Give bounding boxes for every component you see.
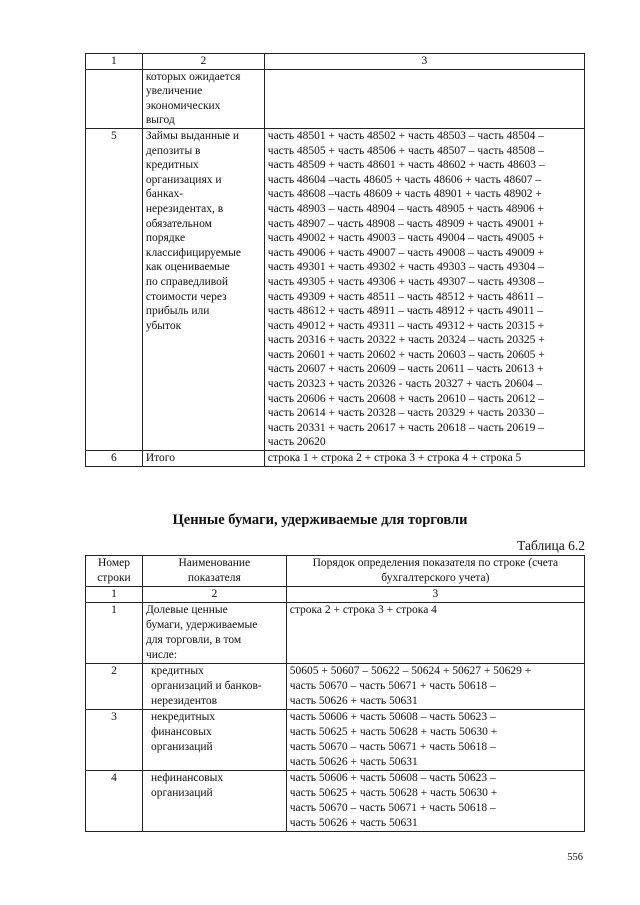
table-header-row <box>86 556 585 587</box>
formula: 50605 + 50607 – 50622 – 50624 + 50627 + 50629 + часть 50670 – часть 50671 + часть 50618 – часть 50626 + часть 50631 <box>286 663 584 709</box>
indicator-name: которых ожидается увеличение экономических выгод <box>142 69 264 128</box>
indicator-name: некредитных финансовых организаций <box>142 709 286 770</box>
indicator-name: кредитных организаций и банков- нерезидентов <box>142 663 286 709</box>
header-cell: 3 <box>264 54 584 70</box>
header-cell: 2 <box>142 54 264 70</box>
row-number: 6 <box>86 451 143 467</box>
formula <box>264 69 584 128</box>
table-row <box>86 69 585 128</box>
table-row <box>86 770 585 831</box>
securities-table <box>85 555 585 832</box>
table-subheader-row <box>86 587 585 603</box>
table-header-row <box>86 54 585 70</box>
header-cell: 1 <box>86 54 143 70</box>
row-number: 5 <box>86 128 143 450</box>
header-cell: 2 <box>142 587 286 603</box>
formula: строка 2 + строка 3 + строка 4 <box>286 602 584 663</box>
page-number: 556 <box>567 852 583 863</box>
row-number: 4 <box>86 770 143 831</box>
indicator-name: нефинансовых организаций <box>142 770 286 831</box>
row-number: 3 <box>86 709 143 770</box>
table-label: Таблица 6.2 <box>517 538 585 553</box>
table-row <box>86 663 585 709</box>
header-cell: Порядок определения показателя по строке (счета бухгалтерского учета) <box>286 556 584 587</box>
row-number <box>86 69 143 128</box>
header-cell: Номер строки <box>86 556 143 587</box>
table-row <box>86 709 585 770</box>
formula: часть 50606 + часть 50608 – часть 50623 – часть 50625 + часть 50628 + часть 50630 + часть 50670 – часть 50671 + часть 50618 – часть 50626 + часть 50631 <box>286 709 584 770</box>
indicator-name: Итого <box>142 451 264 467</box>
formula: часть 50606 + часть 50608 – часть 50623 – часть 50625 + часть 50628 + часть 50630 + часть 50670 – часть 50671 + часть 50618 – часть 50626 + часть 50631 <box>286 770 584 831</box>
table-row <box>86 128 585 450</box>
header-cell: 1 <box>86 587 143 603</box>
formula: часть 48501 + часть 48502 + часть 48503 – часть 48504 – часть 48505 + часть 48506 + часть 48507 – часть 48508 – часть 48509 + часть 48601 + часть 48602 + часть 48603 – часть 48604 –часть 48605 + часть 48606 + часть 48607 – часть 48608 –часть 48609 + часть 48901 + часть 48902 + часть 48903 – часть 48904 – часть 48905 + часть 48906 + часть 48907 – часть 48908 – часть 48909 + часть 49001 + часть 49002 + часть 49003 – часть 49004 – часть 49005 + часть 49006 + часть 49007 – часть 49008 – часть 49009 + часть 49301 + часть 49302 + часть 49303 – часть 49304 – часть 49305 + часть 49306 + часть 49307 – часть 49308 – часть 49309 + часть 48511 – часть 48512 + часть 48611 – часть 48612 + часть 48911 – часть 48912 + часть 49011 – часть 49012 + часть 49311 – часть 49312 + часть 20315 + часть 20316 + часть 20322 + часть 20324 – часть 20325 + часть 20601 + часть 20602 + часть 20603 – часть 20605 + часть 20607 + часть 20609 – часть 20611 – часть 20613 + часть 20323 + часть 20326 - часть 20327 + часть 20604 – часть 20606 + часть 20608 + часть 20610 – часть 20612 – часть 20614 + часть 20328 – часть 20329 + часть 20330 – часть 20331 + часть 20617 + часть 20618 – часть 20619 – часть 20620 <box>264 128 584 450</box>
indicator-name: Долевые ценные бумаги, удерживаемые для торговли, в том числе: <box>142 602 286 663</box>
header-cell: Наименование показателя <box>142 556 286 587</box>
formula: строка 1 + строка 2 + строка 3 + строка 4 + строка 5 <box>264 451 584 467</box>
row-number: 1 <box>86 602 143 663</box>
table-row <box>86 451 585 467</box>
section-heading: Ценные бумаги, удерживаемые для торговли <box>172 512 468 528</box>
table-row <box>86 602 585 663</box>
header-cell: 3 <box>286 587 584 603</box>
row-number: 2 <box>86 663 143 709</box>
continued-formula-table <box>85 53 585 467</box>
indicator-name: Займы выданные и депозиты в кредитных организациях и банках- нерезидентах, в обязательном порядке классифицируемые как оцениваемые по справедливой стоимости через прибыль или убыток <box>142 128 264 450</box>
